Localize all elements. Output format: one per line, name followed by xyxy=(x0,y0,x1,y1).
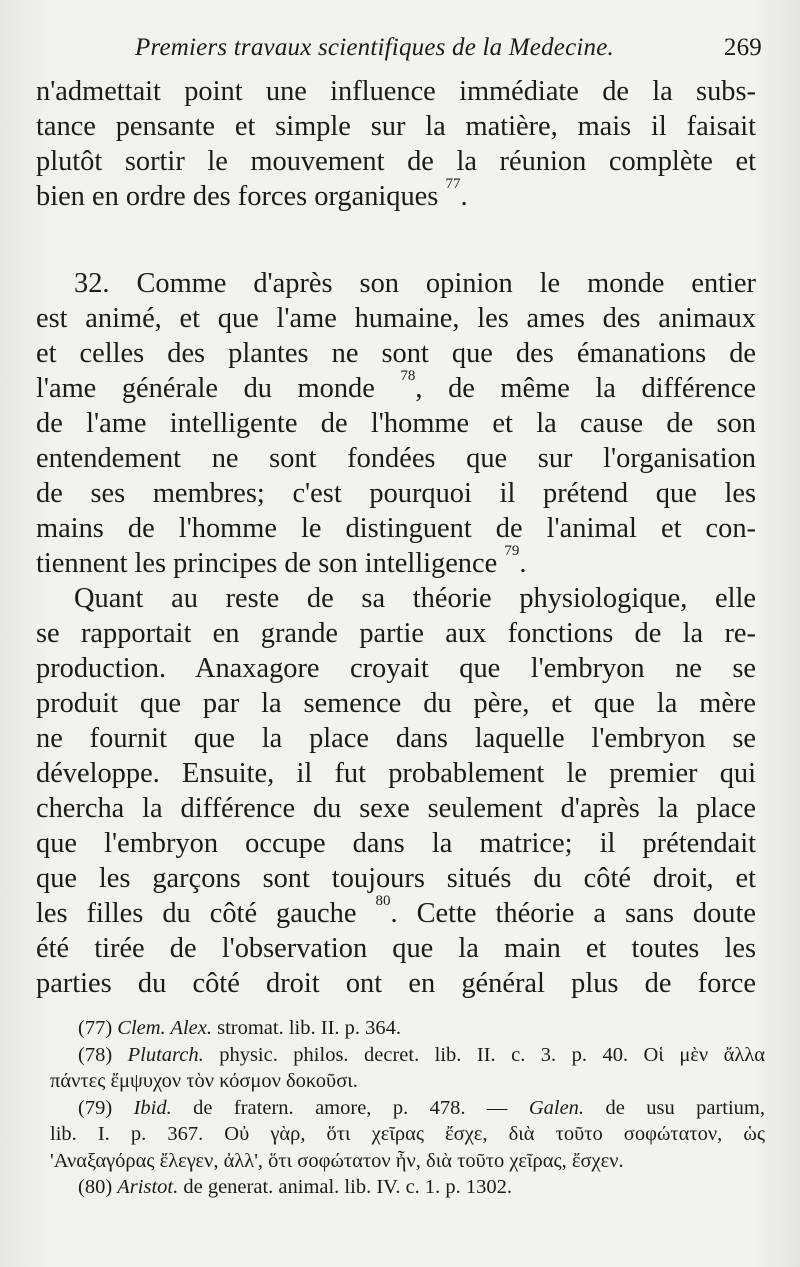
text-line: l'ame générale du monde $^{78}$, de même la différence xyxy=(36,368,756,404)
text-line: que l'embryon occupe dans la matrice; il prétendait xyxy=(36,828,756,859)
text-line: de ses membres; c'est pourquoi il prétend que les xyxy=(36,478,756,509)
footnote-78: (78) Plutarch. physic. philos. decret. lib. II. c. 3. p. 40. Οἱ μὲν ἄλλα xyxy=(78,1043,766,1066)
text-line: chercha la différence du sexe seulement d'après la place xyxy=(36,793,756,824)
text-line: développe. Ensuite, il fut probablement le premier qui xyxy=(36,758,756,789)
running-head xyxy=(130,34,770,68)
text-line: Quant au reste de sa théorie physiologique, elle xyxy=(74,583,756,614)
text-line: production. Anaxagore croyait que l'embryon ne se xyxy=(36,653,756,684)
text-line: les filles du côté gauche $^{80}$. Cette théorie a sans doute xyxy=(36,893,756,929)
text-line: et celles des plantes ne sont que des émanations de xyxy=(36,338,756,369)
text-line: 32. Comme d'après son opinion le monde entier xyxy=(74,268,756,299)
note-ref-80: 80 xyxy=(375,893,391,909)
text-line: été tirée de l'observation que la main et toutes les xyxy=(36,933,756,964)
text-line: parties du côté droit ont en général plus de force xyxy=(36,968,756,999)
page-number: 269 xyxy=(723,34,762,61)
note-ref-77: 77 xyxy=(445,176,461,192)
text-line: de l'ame intelligente de l'homme et la cause de son xyxy=(36,408,756,439)
main-text xyxy=(36,74,756,1001)
note-ref-79: 79 xyxy=(504,543,520,559)
note-ref-78: 78 xyxy=(400,368,416,384)
footnote-77: (77) Clem. Alex. stromat. lib. II. p. 364. xyxy=(78,1017,402,1039)
text-line: ne fournit que la place dans laquelle l'embryon se xyxy=(36,723,756,754)
text-line: est animé, et que l'ame humaine, les ames des animaux xyxy=(36,303,756,334)
footnote-78-cont: πάντες ἔμψυχον τὸν κόσμον δοκοῦσι. xyxy=(50,1070,358,1092)
text-line: n'admettait point une influence immédiate de la subs- xyxy=(36,76,756,107)
text-line: mains de l'homme le distinguent de l'animal et con- xyxy=(36,513,756,544)
footnote-79-cont: lib. I. p. 367. Οὐ γὰρ, ὅτι χεῖρας ἔσχε, διὰ τοῦτο σοφώτατον, ὡς xyxy=(50,1123,765,1145)
footnote-80: (80) Aristot. de generat. animal. lib. IV. c. 1. p. 1302. xyxy=(78,1176,513,1198)
text-line: entendement ne sont fondées que sur l'organisation xyxy=(36,443,756,474)
text-line: que les garçons sont toujours situés du côté droit, et xyxy=(36,863,756,894)
text-line: tiennent les principes de son intelligence $^{79}$. xyxy=(36,543,527,579)
running-title: Premiers travaux scientifiques de la Medecine. xyxy=(135,34,614,61)
text-line: produit que par la semence du père, et que la mère xyxy=(36,688,756,719)
footnote-79-cont: 'Αναξαγόρας ἔλεγεν, ἀλλ', ὅτι σοφώτατον ἦν, διὰ τοῦτο χεῖρας, ἔσχεν. xyxy=(50,1149,624,1172)
text-line: bien en ordre des forces organiques $^{77}$. xyxy=(36,176,468,212)
footnote-79: (79) Ibid. de fratern. amore, p. 478. — Galen. de usu partium, xyxy=(78,1096,765,1119)
text-line: se rapportait en grande partie aux fonctions de la re- xyxy=(36,618,756,649)
text-line: tance pensante et simple sur la matière, mais il faisait xyxy=(36,111,756,142)
text-line: plutôt sortir le mouvement de la réunion complète et xyxy=(36,146,756,177)
footnotes xyxy=(50,1015,765,1201)
paragraph-gap xyxy=(36,214,756,266)
